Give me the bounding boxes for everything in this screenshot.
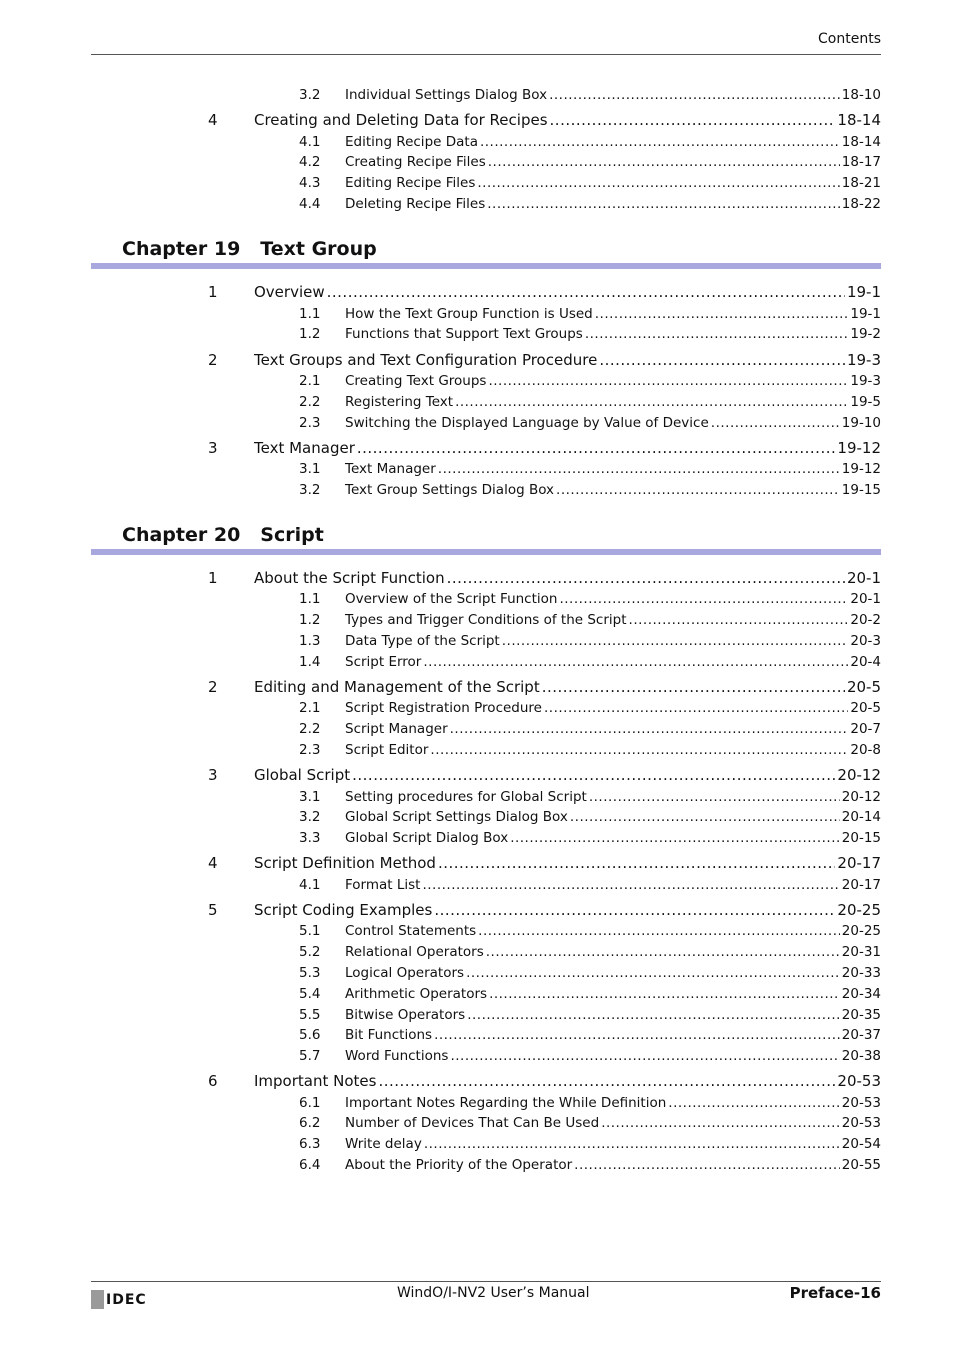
entry-title: Script Editor bbox=[345, 742, 429, 758]
dot-leader bbox=[486, 944, 840, 960]
toc-section-entry[interactable] bbox=[254, 901, 881, 919]
section-number: 4 bbox=[208, 111, 218, 129]
dot-leader bbox=[480, 134, 840, 150]
entry-page-number: 20-7 bbox=[850, 721, 881, 737]
subsection-number: 4.4 bbox=[299, 196, 321, 212]
subsection-number: 2.3 bbox=[299, 742, 321, 758]
entry-title: Script Definition Method bbox=[254, 854, 436, 872]
entry-page-number: 20-8 bbox=[850, 742, 881, 758]
toc-subsection-entry[interactable] bbox=[345, 877, 881, 893]
toc-subsection-entry[interactable] bbox=[345, 591, 881, 607]
dot-leader bbox=[599, 351, 845, 369]
entry-page-number: 18-14 bbox=[837, 111, 881, 129]
chapter-bar bbox=[91, 263, 881, 269]
chapter-title: Script bbox=[260, 524, 324, 546]
toc-subsection-entry[interactable] bbox=[345, 965, 881, 981]
logo-text: IDEC bbox=[106, 1291, 147, 1308]
dot-leader bbox=[574, 1157, 840, 1173]
entry-page-number: 19-15 bbox=[841, 482, 881, 498]
entry-page-number: 20-2 bbox=[850, 612, 881, 628]
entry-title: Script Manager bbox=[345, 721, 448, 737]
entry-page-number: 20-5 bbox=[850, 700, 881, 716]
subsection-number: 2.2 bbox=[299, 394, 321, 410]
entry-title: Logical Operators bbox=[345, 965, 465, 981]
entry-page-number: 19-5 bbox=[850, 394, 881, 410]
toc-subsection-entry[interactable] bbox=[345, 700, 881, 716]
entry-title: Creating and Deleting Data for Recipes bbox=[254, 111, 548, 129]
entry-page-number: 19-3 bbox=[850, 373, 881, 389]
dot-leader bbox=[544, 700, 848, 716]
dot-leader bbox=[489, 986, 840, 1002]
entry-title: How the Text Group Function is Used bbox=[345, 306, 593, 322]
subsection-number: 3.2 bbox=[299, 809, 321, 825]
entry-title: Individual Settings Dialog Box bbox=[345, 87, 548, 103]
entry-page-number: 20-14 bbox=[841, 809, 881, 825]
entry-page-number: 20-53 bbox=[841, 1095, 881, 1111]
entry-title: Script Error bbox=[345, 654, 422, 670]
dot-leader bbox=[450, 721, 849, 737]
toc-subsection-entry[interactable] bbox=[345, 1136, 881, 1152]
header-rule bbox=[91, 54, 881, 55]
entry-page-number: 20-5 bbox=[846, 678, 881, 696]
entry-page-number: 20-12 bbox=[841, 789, 881, 805]
entry-title: Relational Operators bbox=[345, 944, 484, 960]
toc-subsection-entry[interactable] bbox=[345, 789, 881, 805]
subsection-number: 5.3 bbox=[299, 965, 321, 981]
toc-section-entry[interactable] bbox=[254, 439, 881, 457]
toc-subsection-entry[interactable] bbox=[345, 830, 881, 846]
entry-page-number: 20-15 bbox=[841, 830, 881, 846]
toc-subsection-entry[interactable] bbox=[345, 196, 881, 212]
section-number: 3 bbox=[208, 766, 218, 784]
entry-title: Registering Text bbox=[345, 394, 454, 410]
subsection-number: 5.5 bbox=[299, 1007, 321, 1023]
entry-page-number: 20-53 bbox=[837, 1072, 881, 1090]
entry-page-number: 20-37 bbox=[841, 1027, 881, 1043]
section-number: 1 bbox=[208, 283, 218, 301]
dot-leader bbox=[549, 87, 840, 103]
dot-leader bbox=[595, 306, 849, 322]
dot-leader bbox=[430, 742, 848, 758]
section-number: 3 bbox=[208, 439, 218, 457]
entry-title: Important Notes Regarding the While Definition bbox=[345, 1095, 667, 1111]
section-number: 4 bbox=[208, 854, 218, 872]
entry-page-number: 19-12 bbox=[837, 439, 881, 457]
chapter-number: Chapter 19 bbox=[122, 238, 241, 260]
dot-leader bbox=[455, 394, 848, 410]
dot-leader bbox=[570, 809, 840, 825]
subsection-number: 5.6 bbox=[299, 1027, 321, 1043]
entry-title: Global Script Settings Dialog Box bbox=[345, 809, 568, 825]
dot-leader bbox=[478, 923, 840, 939]
entry-title: Format List bbox=[345, 877, 421, 893]
entry-page-number: 20-34 bbox=[841, 986, 881, 1002]
toc-subsection-entry[interactable] bbox=[345, 482, 881, 498]
entry-title: Text Group Settings Dialog Box bbox=[345, 482, 555, 498]
entry-title: Arithmetic Operators bbox=[345, 986, 488, 1002]
entry-title: About the Script Function bbox=[254, 569, 445, 587]
entry-title: Number of Devices That Can Be Used bbox=[345, 1115, 600, 1131]
entry-page-number: 20-4 bbox=[850, 654, 881, 670]
subsection-number: 3.3 bbox=[299, 830, 321, 846]
toc-section-entry[interactable] bbox=[254, 854, 881, 872]
dot-leader bbox=[327, 283, 845, 301]
toc-section-entry[interactable] bbox=[254, 1072, 881, 1090]
entry-title: Text Manager bbox=[254, 439, 355, 457]
subsection-number: 4.2 bbox=[299, 154, 321, 170]
chapter-title: Text Group bbox=[260, 238, 377, 260]
entry-page-number: 19-3 bbox=[846, 351, 881, 369]
entry-page-number: 19-12 bbox=[841, 461, 881, 477]
subsection-number: 2.1 bbox=[299, 373, 321, 389]
entry-title: Global Script bbox=[254, 766, 351, 784]
entry-title: About the Priority of the Operator bbox=[345, 1157, 573, 1173]
entry-page-number: 18-22 bbox=[841, 196, 881, 212]
chapter-heading bbox=[122, 238, 377, 260]
toc-subsection-entry[interactable] bbox=[345, 1115, 881, 1131]
page-number: Preface-16 bbox=[789, 1284, 881, 1302]
toc-subsection-entry[interactable] bbox=[345, 1027, 881, 1043]
dot-leader bbox=[601, 1115, 840, 1131]
dot-leader bbox=[423, 654, 848, 670]
dot-leader bbox=[434, 1027, 840, 1043]
entry-title: Word Functions bbox=[345, 1048, 449, 1064]
entry-page-number: 19-1 bbox=[850, 306, 881, 322]
logo-mark-icon bbox=[91, 1290, 104, 1309]
entry-page-number: 20-3 bbox=[850, 633, 881, 649]
dot-leader bbox=[487, 196, 840, 212]
toc-subsection-entry[interactable] bbox=[345, 612, 881, 628]
dot-leader bbox=[559, 591, 848, 607]
toc-subsection-entry[interactable] bbox=[345, 1157, 881, 1173]
section-number: 6 bbox=[208, 1072, 218, 1090]
toc-subsection-entry[interactable] bbox=[345, 809, 881, 825]
entry-page-number: 18-10 bbox=[841, 87, 881, 103]
dot-leader bbox=[488, 154, 840, 170]
toc-subsection-entry[interactable] bbox=[345, 1095, 881, 1111]
dot-leader bbox=[542, 678, 845, 696]
running-header: Contents bbox=[818, 31, 881, 47]
toc-subsection-entry[interactable] bbox=[345, 87, 881, 103]
chapter-number: Chapter 20 bbox=[122, 524, 241, 546]
subsection-number: 1.1 bbox=[299, 591, 321, 607]
subsection-number: 5.2 bbox=[299, 944, 321, 960]
toc-section-entry[interactable] bbox=[254, 283, 881, 301]
entry-title: Creating Recipe Files bbox=[345, 154, 486, 170]
entry-title: Deleting Recipe Files bbox=[345, 196, 486, 212]
toc-section-entry[interactable] bbox=[254, 111, 881, 129]
entry-page-number: 20-25 bbox=[837, 901, 881, 919]
toc-subsection-entry[interactable] bbox=[345, 1007, 881, 1023]
toc-subsection-entry[interactable] bbox=[345, 154, 881, 170]
toc-subsection-entry[interactable] bbox=[345, 1048, 881, 1064]
toc-subsection-entry[interactable] bbox=[345, 415, 881, 431]
dot-leader bbox=[502, 633, 849, 649]
section-number: 5 bbox=[208, 901, 218, 919]
entry-title: Creating Text Groups bbox=[345, 373, 487, 389]
entry-title: Overview of the Script Function bbox=[345, 591, 558, 607]
subsection-number: 4.3 bbox=[299, 175, 321, 191]
entry-page-number: 20-35 bbox=[841, 1007, 881, 1023]
entry-title: Text Manager bbox=[345, 461, 436, 477]
subsection-number: 5.4 bbox=[299, 986, 321, 1002]
dot-leader bbox=[434, 901, 835, 919]
section-number: 2 bbox=[208, 351, 218, 369]
entry-page-number: 20-25 bbox=[841, 923, 881, 939]
subsection-number: 2.3 bbox=[299, 415, 321, 431]
subsection-number: 4.1 bbox=[299, 134, 321, 150]
entry-page-number: 18-17 bbox=[841, 154, 881, 170]
subsection-number: 6.2 bbox=[299, 1115, 321, 1131]
toc-subsection-entry[interactable] bbox=[345, 742, 881, 758]
subsection-number: 3.1 bbox=[299, 461, 321, 477]
entry-page-number: 19-2 bbox=[850, 326, 881, 342]
entry-title: Editing and Management of the Script bbox=[254, 678, 540, 696]
toc-subsection-entry[interactable] bbox=[345, 923, 881, 939]
toc-subsection-entry[interactable] bbox=[345, 461, 881, 477]
subsection-number: 1.3 bbox=[299, 633, 321, 649]
entry-title: Bitwise Operators bbox=[345, 1007, 466, 1023]
dot-leader bbox=[467, 1007, 840, 1023]
dot-leader bbox=[438, 854, 835, 872]
subsection-number: 2.2 bbox=[299, 721, 321, 737]
toc-subsection-entry[interactable] bbox=[345, 326, 881, 342]
dot-leader bbox=[447, 569, 845, 587]
subsection-number: 5.7 bbox=[299, 1048, 321, 1064]
entry-title: Functions that Support Text Groups bbox=[345, 326, 583, 342]
entry-title: Write delay bbox=[345, 1136, 422, 1152]
toc-subsection-entry[interactable] bbox=[345, 134, 881, 150]
manual-title: WindO/I-NV2 User’s Manual bbox=[397, 1285, 590, 1301]
entry-title: Text Groups and Text Configuration Procedure bbox=[254, 351, 598, 369]
toc-subsection-entry[interactable] bbox=[345, 944, 881, 960]
footer-rule bbox=[91, 1281, 881, 1282]
dot-leader bbox=[352, 766, 835, 784]
entry-title: Script Coding Examples bbox=[254, 901, 433, 919]
dot-leader bbox=[477, 175, 839, 191]
entry-title: Important Notes bbox=[254, 1072, 377, 1090]
toc-subsection-entry[interactable] bbox=[345, 306, 881, 322]
entry-page-number: 18-14 bbox=[841, 134, 881, 150]
entry-title: Script Registration Procedure bbox=[345, 700, 542, 716]
dot-leader bbox=[438, 461, 840, 477]
entry-title: Bit Functions bbox=[345, 1027, 433, 1043]
entry-page-number: 20-38 bbox=[841, 1048, 881, 1064]
toc-subsection-entry[interactable] bbox=[345, 654, 881, 670]
entry-title: Setting procedures for Global Script bbox=[345, 789, 587, 805]
entry-title: Global Script Dialog Box bbox=[345, 830, 509, 846]
idec-logo bbox=[91, 1290, 147, 1309]
entry-page-number: 19-10 bbox=[841, 415, 881, 431]
entry-title: Switching the Displayed Language by Value of Device bbox=[345, 415, 709, 431]
subsection-number: 3.2 bbox=[299, 87, 321, 103]
entry-title: Overview bbox=[254, 283, 325, 301]
entry-page-number: 20-55 bbox=[841, 1157, 881, 1173]
toc-subsection-entry[interactable] bbox=[345, 633, 881, 649]
subsection-number: 3.2 bbox=[299, 482, 321, 498]
dot-leader bbox=[589, 789, 840, 805]
section-number: 2 bbox=[208, 678, 218, 696]
subsection-number: 1.4 bbox=[299, 654, 321, 670]
entry-title: Data Type of the Script bbox=[345, 633, 500, 649]
entry-page-number: 20-1 bbox=[850, 591, 881, 607]
toc-subsection-entry[interactable] bbox=[345, 986, 881, 1002]
toc-subsection-entry[interactable] bbox=[345, 373, 881, 389]
dot-leader bbox=[450, 1048, 839, 1064]
entry-title: Editing Recipe Data bbox=[345, 134, 478, 150]
toc-subsection-entry[interactable] bbox=[345, 394, 881, 410]
subsection-number: 4.1 bbox=[299, 877, 321, 893]
entry-page-number: 20-17 bbox=[841, 877, 881, 893]
chapter-heading bbox=[122, 524, 324, 546]
dot-leader bbox=[668, 1095, 839, 1111]
subsection-number: 6.1 bbox=[299, 1095, 321, 1111]
toc-subsection-entry[interactable] bbox=[345, 721, 881, 737]
subsection-number: 5.1 bbox=[299, 923, 321, 939]
dot-leader bbox=[488, 373, 848, 389]
toc-section-entry[interactable] bbox=[254, 766, 881, 784]
chapter-bar bbox=[91, 549, 881, 555]
dot-leader bbox=[711, 415, 840, 431]
entry-page-number: 20-1 bbox=[846, 569, 881, 587]
subsection-number: 1.2 bbox=[299, 326, 321, 342]
subsection-number: 6.4 bbox=[299, 1157, 321, 1173]
entry-page-number: 20-54 bbox=[841, 1136, 881, 1152]
subsection-number: 3.1 bbox=[299, 789, 321, 805]
entry-page-number: 19-1 bbox=[846, 283, 881, 301]
subsection-number: 1.1 bbox=[299, 306, 321, 322]
toc-section-entry[interactable] bbox=[254, 351, 881, 369]
section-number: 1 bbox=[208, 569, 218, 587]
entry-title: Types and Trigger Conditions of the Script bbox=[345, 612, 627, 628]
dot-leader bbox=[422, 877, 839, 893]
subsection-number: 2.1 bbox=[299, 700, 321, 716]
entry-page-number: 20-53 bbox=[841, 1115, 881, 1131]
toc-section-entry[interactable] bbox=[254, 678, 881, 696]
subsection-number: 1.2 bbox=[299, 612, 321, 628]
entry-page-number: 20-12 bbox=[837, 766, 881, 784]
toc-section-entry[interactable] bbox=[254, 569, 881, 587]
dot-leader bbox=[629, 612, 849, 628]
entry-title: Editing Recipe Files bbox=[345, 175, 476, 191]
entry-page-number: 20-17 bbox=[837, 854, 881, 872]
dot-leader bbox=[556, 482, 840, 498]
entry-page-number: 18-21 bbox=[841, 175, 881, 191]
dot-leader bbox=[357, 439, 836, 457]
entry-title: Control Statements bbox=[345, 923, 477, 939]
dot-leader bbox=[550, 111, 836, 129]
entry-page-number: 20-31 bbox=[841, 944, 881, 960]
dot-leader bbox=[466, 965, 840, 981]
dot-leader bbox=[424, 1136, 840, 1152]
toc-subsection-entry[interactable] bbox=[345, 175, 881, 191]
entry-page-number: 20-33 bbox=[841, 965, 881, 981]
dot-leader bbox=[378, 1072, 835, 1090]
dot-leader bbox=[585, 326, 849, 342]
dot-leader bbox=[510, 830, 840, 846]
subsection-number: 6.3 bbox=[299, 1136, 321, 1152]
